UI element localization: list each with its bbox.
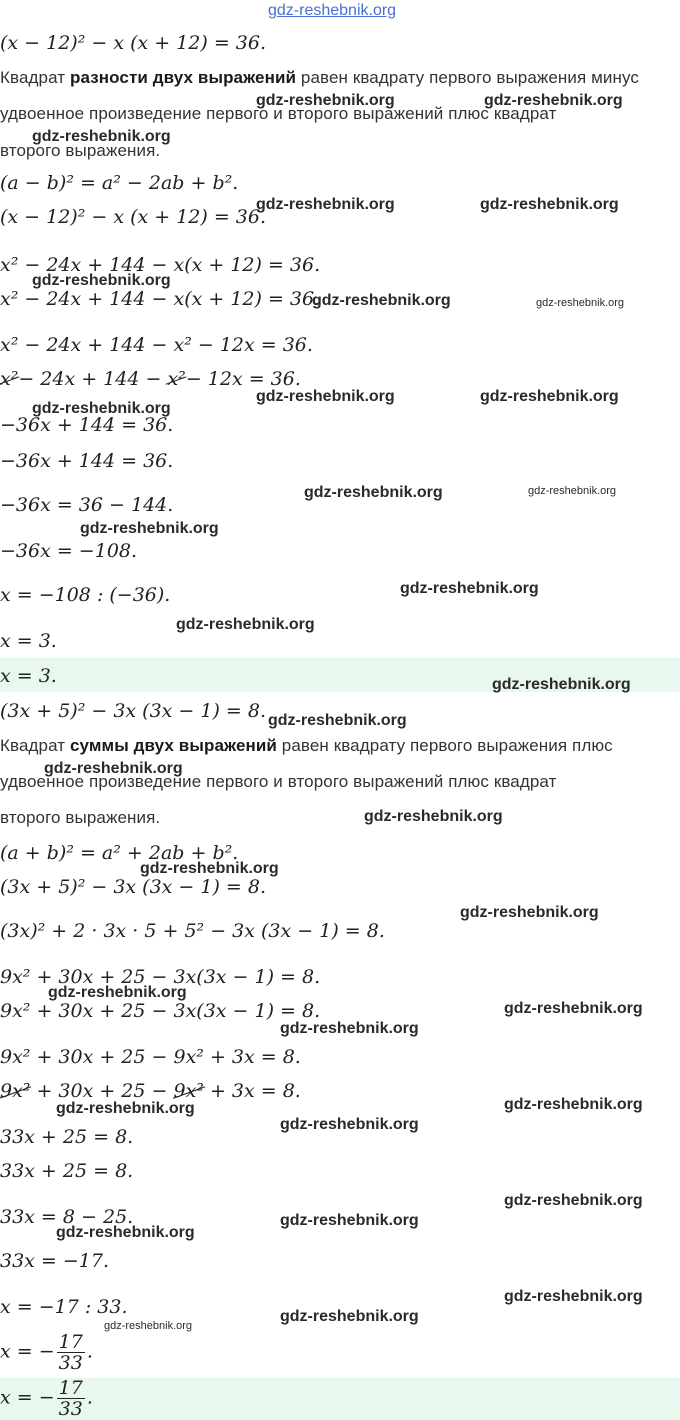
task1-step: (x − 12)² − x (x + 12) = 36.	[0, 206, 267, 228]
task2-step: (3x + 5)² − 3x (3x − 1) = 8.	[0, 876, 267, 898]
cancelled-term: x²	[0, 368, 19, 390]
watermark: gdz-reshebnik.org	[528, 485, 617, 497]
watermark: gdz-reshebnik.org	[400, 580, 539, 597]
watermark: gdz-reshebnik.org	[492, 676, 631, 693]
task2-step: 9x² + 30x + 25 − 3x(3x − 1) = 8.	[0, 966, 321, 988]
task2-step: 9x² + 30x + 25 − 3x(3x − 1) = 8.	[0, 1000, 321, 1022]
cancelled-term: 9x²	[173, 1080, 204, 1102]
watermark: gdz-reshebnik.org	[280, 1020, 419, 1037]
task2-formula: (a + b)² = a² + 2ab + b².	[0, 842, 239, 864]
task1-rule-line2: удвоенное произведение первого и второго выражений плюс квадрат	[0, 104, 557, 123]
task1-step: −36x + 144 = 36.	[0, 450, 174, 472]
watermark: gdz-reshebnik.org	[280, 1116, 419, 1133]
watermark: gdz-reshebnik.org	[256, 388, 395, 405]
watermark: gdz-reshebnik.org	[256, 196, 395, 213]
watermark: gdz-reshebnik.org	[364, 808, 503, 825]
task1-step: −36x + 144 = 36.	[0, 414, 174, 436]
task1-rule-line1: Квадрат разности двух выражений равен квадрату первого выражения минус	[0, 68, 639, 87]
watermark: gdz-reshebnik.org	[504, 1000, 643, 1017]
task2-step: 33x + 25 = 8.	[0, 1160, 134, 1182]
task2-rule-line3: второго выражения.	[0, 808, 161, 827]
watermark: gdz-reshebnik.org	[32, 128, 171, 145]
watermark-top: gdz-reshebnik.org	[268, 2, 397, 19]
watermark: gdz-reshebnik.org	[44, 760, 183, 777]
task1-step: −36x = 36 − 144.	[0, 494, 174, 516]
task2-step: 33x + 25 = 8.	[0, 1126, 134, 1148]
watermark: gdz-reshebnik.org	[484, 92, 623, 109]
watermark: gdz-reshebnik.org	[312, 292, 451, 309]
watermark: gdz-reshebnik.org	[480, 196, 619, 213]
task2-answer: x = − $\frac{17}{33}$ .	[0, 1377, 93, 1420]
watermark: gdz-reshebnik.org	[56, 1100, 195, 1117]
watermark: gdz-reshebnik.org	[140, 860, 279, 877]
watermark: gdz-reshebnik.org	[104, 1320, 193, 1332]
task2-step: 33x = −17.	[0, 1250, 110, 1272]
watermark: gdz-reshebnik.org	[536, 297, 625, 309]
watermark: gdz-reshebnik.org	[32, 400, 171, 417]
watermark: gdz-reshebnik.org	[256, 92, 395, 109]
watermark: gdz-reshebnik.org	[480, 388, 619, 405]
watermark: gdz-reshebnik.org	[304, 484, 443, 501]
task2-step: 9x² + 30x + 25 − 9x² + 3x = 8.	[0, 1046, 301, 1068]
watermark: gdz-reshebnik.org	[280, 1308, 419, 1325]
fraction: $\frac{17}{33}$	[58, 1331, 83, 1374]
cancelled-term: x²	[167, 368, 186, 390]
task1-answer: x = 3.	[0, 665, 57, 687]
task2-step: x = −17 : 33.	[0, 1296, 128, 1318]
cancelled-term: 9x²	[0, 1080, 31, 1102]
task1-step-cancel: x²− 24x + 144 − x²− 12x = 36.	[0, 368, 301, 390]
task2-step: 33x = 8 − 25.	[0, 1206, 134, 1228]
watermark: gdz-reshebnik.org	[268, 712, 407, 729]
task1-rule-line3: второго выражения.	[0, 141, 161, 160]
task1-formula: (a − b)² = a² − 2ab + b².	[0, 172, 239, 194]
task2-step-cancel: 9x² + 30x + 25 − 9x² + 3x = 8.	[0, 1080, 301, 1102]
task2-answer-box	[0, 1378, 680, 1420]
task1-step: x² − 24x + 144 − x(x + 12) = 36.	[0, 254, 321, 276]
watermark: gdz-reshebnik.org	[504, 1192, 643, 1209]
task2-equation: (3x + 5)² − 3x (3x − 1) = 8.	[0, 700, 267, 722]
task1-step: x = −108 : (−36).	[0, 584, 171, 606]
watermark: gdz-reshebnik.org	[80, 520, 219, 537]
task2-rule-line2: удвоенное произведение первого и второго выражений плюс квадрат	[0, 772, 557, 791]
watermark: gdz-reshebnik.org	[48, 984, 187, 1001]
task2-step: (3x)² + 2 · 3x · 5 + 5² − 3x (3x − 1) = 8.	[0, 920, 385, 942]
task2-fraction-step: x = − $\frac{17}{33}$ .	[0, 1331, 93, 1374]
task1-step: −36x = −108.	[0, 540, 138, 562]
watermark: gdz-reshebnik.org	[504, 1096, 643, 1113]
watermark: gdz-reshebnik.org	[280, 1212, 419, 1229]
task2-rule-line1: Квадрат суммы двух выражений равен квадрату первого выражения плюс	[0, 736, 613, 755]
watermark: gdz-reshebnik.org	[504, 1288, 643, 1305]
watermark: gdz-reshebnik.org	[460, 904, 599, 921]
watermark: gdz-reshebnik.org	[56, 1224, 195, 1241]
task1-equation: (x − 12)² − x (x + 12) = 36.	[0, 32, 267, 54]
task1-step: x² − 24x + 144 − x² − 12x = 36.	[0, 334, 313, 356]
watermark: gdz-reshebnik.org	[176, 616, 315, 633]
task1-step: x² − 24x + 144 − x(x + 12) = 36.	[0, 288, 321, 310]
fraction: $\frac{17}{33}$	[58, 1377, 83, 1420]
watermark: gdz-reshebnik.org	[32, 272, 171, 289]
task1-step: x = 3.	[0, 630, 57, 652]
